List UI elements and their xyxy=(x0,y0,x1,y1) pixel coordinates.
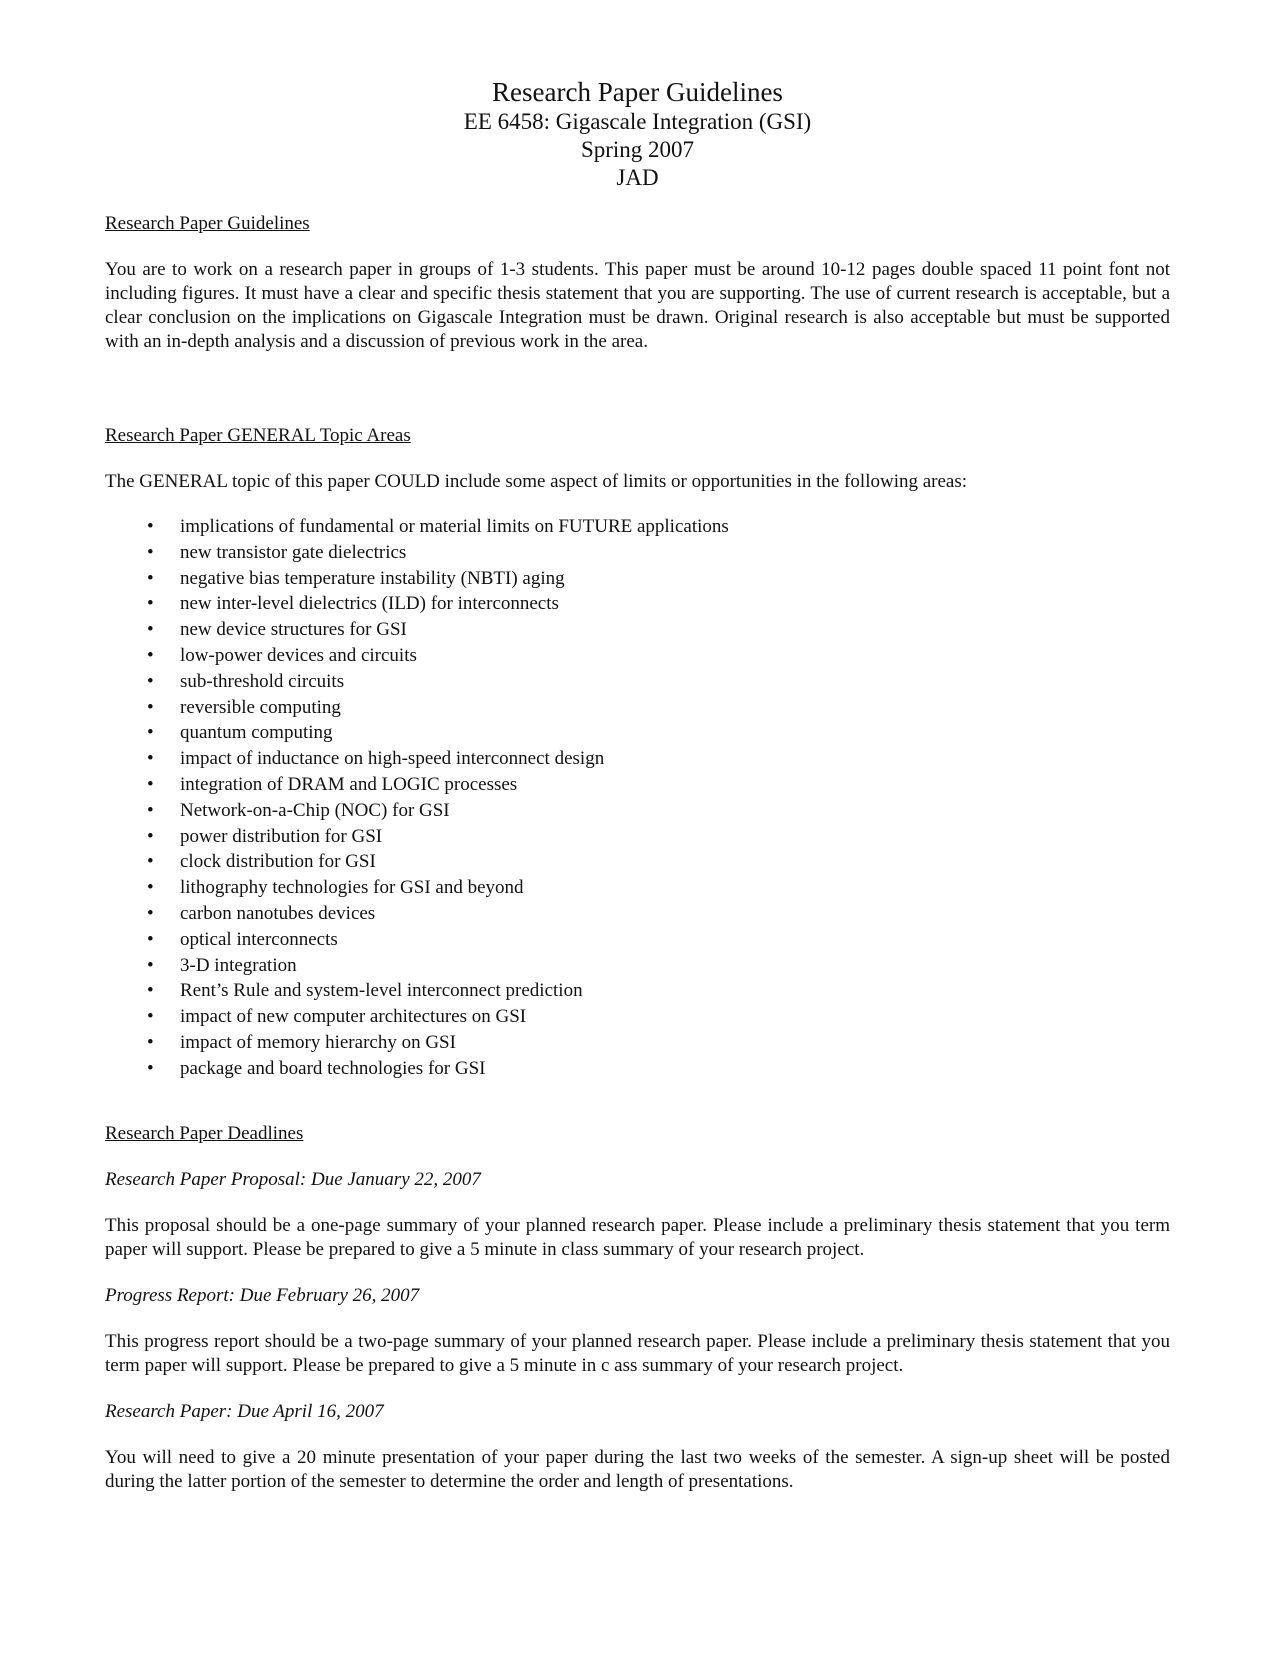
bullet-icon: • xyxy=(147,954,154,976)
bullet-icon: • xyxy=(147,1006,154,1028)
bullet-icon: • xyxy=(147,567,154,589)
course-name: EE 6458: Gigascale Integration (GSI) xyxy=(463,109,812,134)
topic-list-item xyxy=(105,540,1170,566)
topic-list-item xyxy=(105,566,1170,592)
topic-text: sub-threshold circuits xyxy=(180,670,345,692)
topic-text: Rent’s Rule and system-level interconnect prediction xyxy=(180,980,583,1002)
topic-list-item xyxy=(105,824,1170,850)
topic-text: new inter-level dielectrics (ILD) for interconnects xyxy=(180,593,559,615)
topic-text: impact of inductance on high-speed interconnect design xyxy=(180,748,605,770)
topic-text: reversible computing xyxy=(180,696,341,718)
deadlines-section xyxy=(105,1122,1170,1494)
topic-list-item xyxy=(105,875,1170,901)
topic-text: lithography technologies for GSI and beyond xyxy=(180,877,524,899)
topic-list-item xyxy=(105,953,1170,979)
bullet-icon: • xyxy=(147,619,154,641)
topic-list-item xyxy=(105,746,1170,772)
bullet-icon: • xyxy=(147,696,154,718)
bullet-icon: • xyxy=(147,644,154,666)
bullet-icon: • xyxy=(147,670,154,692)
guidelines-paragraph: You are to work on a research paper in groups of 1-3 students. This paper must be around 10-12 pages double spaced 11 point font not including figures. It must have a clear and specific thesis statement that you are supporting. The use of current research is acceptable, but a clear conclusion on the implications on Gigascale Integration must be drawn. Original research is also acceptable but must be supported with an in-depth analysis and a discussion of previous work in the area. xyxy=(105,259,1170,352)
guidelines-section xyxy=(105,212,1170,354)
bullet-icon: • xyxy=(147,851,154,873)
topics-intro: The GENERAL topic of this paper COULD include some aspect of limits or opportunities in the following areas: xyxy=(105,471,968,492)
topic-list-item xyxy=(105,695,1170,721)
topic-text: new device structures for GSI xyxy=(180,619,407,641)
proposal-description: This proposal should be a one-page summary of your planned research paper. Please include a preliminary thesis statement that you term paper will support. Please be prepared to give a 5 minute in class summary of your research project. xyxy=(105,1214,1170,1260)
progress-description: This progress report should be a two-page summary of your planned research paper. Please include a preliminary thesis statement that you term paper will support. Please be prepared to give a 5 minute in c ass summary of your research project. xyxy=(105,1330,1170,1376)
bullet-icon: • xyxy=(147,1031,154,1053)
topic-text: implications of fundamental or material limits on FUTURE applications xyxy=(180,516,729,537)
topic-text: impact of new computer architectures on GSI xyxy=(180,1006,527,1028)
topic-list-item xyxy=(105,901,1170,927)
topic-list xyxy=(105,514,1170,1082)
bullet-icon: • xyxy=(147,516,154,537)
bullet-icon: • xyxy=(147,902,154,924)
topic-list-item xyxy=(105,798,1170,824)
topic-list-item xyxy=(105,978,1170,1004)
bullet-icon: • xyxy=(147,877,154,899)
topic-text: package and board technologies for GSI xyxy=(180,1057,486,1079)
topic-list-item xyxy=(105,720,1170,746)
topic-text: power distribution for GSI xyxy=(180,825,383,847)
topic-text: integration of DRAM and LOGIC processes xyxy=(180,773,518,795)
term: Spring 2007 xyxy=(580,137,695,162)
topic-text: clock distribution for GSI xyxy=(180,851,376,873)
progress-deadline-title: Progress Report: Due February 26, 2007 xyxy=(105,1284,420,1306)
topic-list-item xyxy=(105,643,1170,669)
topic-list-item xyxy=(105,1004,1170,1030)
bullet-icon: • xyxy=(147,722,154,744)
topic-text: Network-on-a-Chip (NOC) for GSI xyxy=(180,799,450,821)
topic-list-item xyxy=(105,1030,1170,1056)
topic-text: optical interconnects xyxy=(180,928,338,950)
topic-text: carbon nanotubes devices xyxy=(180,902,376,924)
topic-list-item xyxy=(105,591,1170,617)
document-title: Research Paper Guidelines xyxy=(492,77,783,107)
bullet-icon: • xyxy=(147,541,154,563)
topic-list-item xyxy=(105,1056,1170,1082)
bullet-icon: • xyxy=(147,1057,154,1079)
title-block xyxy=(105,76,1170,192)
guidelines-heading: Research Paper Guidelines xyxy=(105,213,310,234)
topic-text: new transistor gate dielectrics xyxy=(180,541,407,563)
author-initials: JAD xyxy=(616,165,659,190)
deadlines-heading: Research Paper Deadlines xyxy=(105,1122,304,1144)
bullet-icon: • xyxy=(147,748,154,770)
topic-list-item xyxy=(105,849,1170,875)
topic-list-item xyxy=(105,617,1170,643)
bullet-icon: • xyxy=(147,928,154,950)
proposal-deadline-title: Research Paper Proposal: Due January 22, 2007 xyxy=(105,1168,481,1190)
topic-text: 3-D integration xyxy=(180,954,297,976)
bullet-icon: • xyxy=(147,980,154,1002)
bullet-icon: • xyxy=(147,799,154,821)
topic-text: low-power devices and circuits xyxy=(180,644,417,666)
paper-deadline-title: Research Paper: Due April 16, 2007 xyxy=(105,1400,384,1422)
bullet-icon: • xyxy=(147,593,154,615)
topic-text: negative bias temperature instability (NBTI) aging xyxy=(180,567,565,589)
topic-list-item xyxy=(105,772,1170,798)
topic-list-item xyxy=(105,514,1170,540)
topic-list-item xyxy=(105,927,1170,953)
topics-heading: Research Paper GENERAL Topic Areas xyxy=(105,425,411,446)
bullet-icon: • xyxy=(147,773,154,795)
topic-list-item xyxy=(105,669,1170,695)
bullet-icon: • xyxy=(147,825,154,847)
topic-text: impact of memory hierarchy on GSI xyxy=(180,1031,456,1053)
topic-text: quantum computing xyxy=(180,722,333,744)
paper-description: You will need to give a 20 minute presentation of your paper during the last two weeks of the semester. A sign-up sheet will be posted during the latter portion of the semester to determine the order and length of presentations. xyxy=(105,1446,1170,1492)
topics-section xyxy=(105,424,1170,1082)
